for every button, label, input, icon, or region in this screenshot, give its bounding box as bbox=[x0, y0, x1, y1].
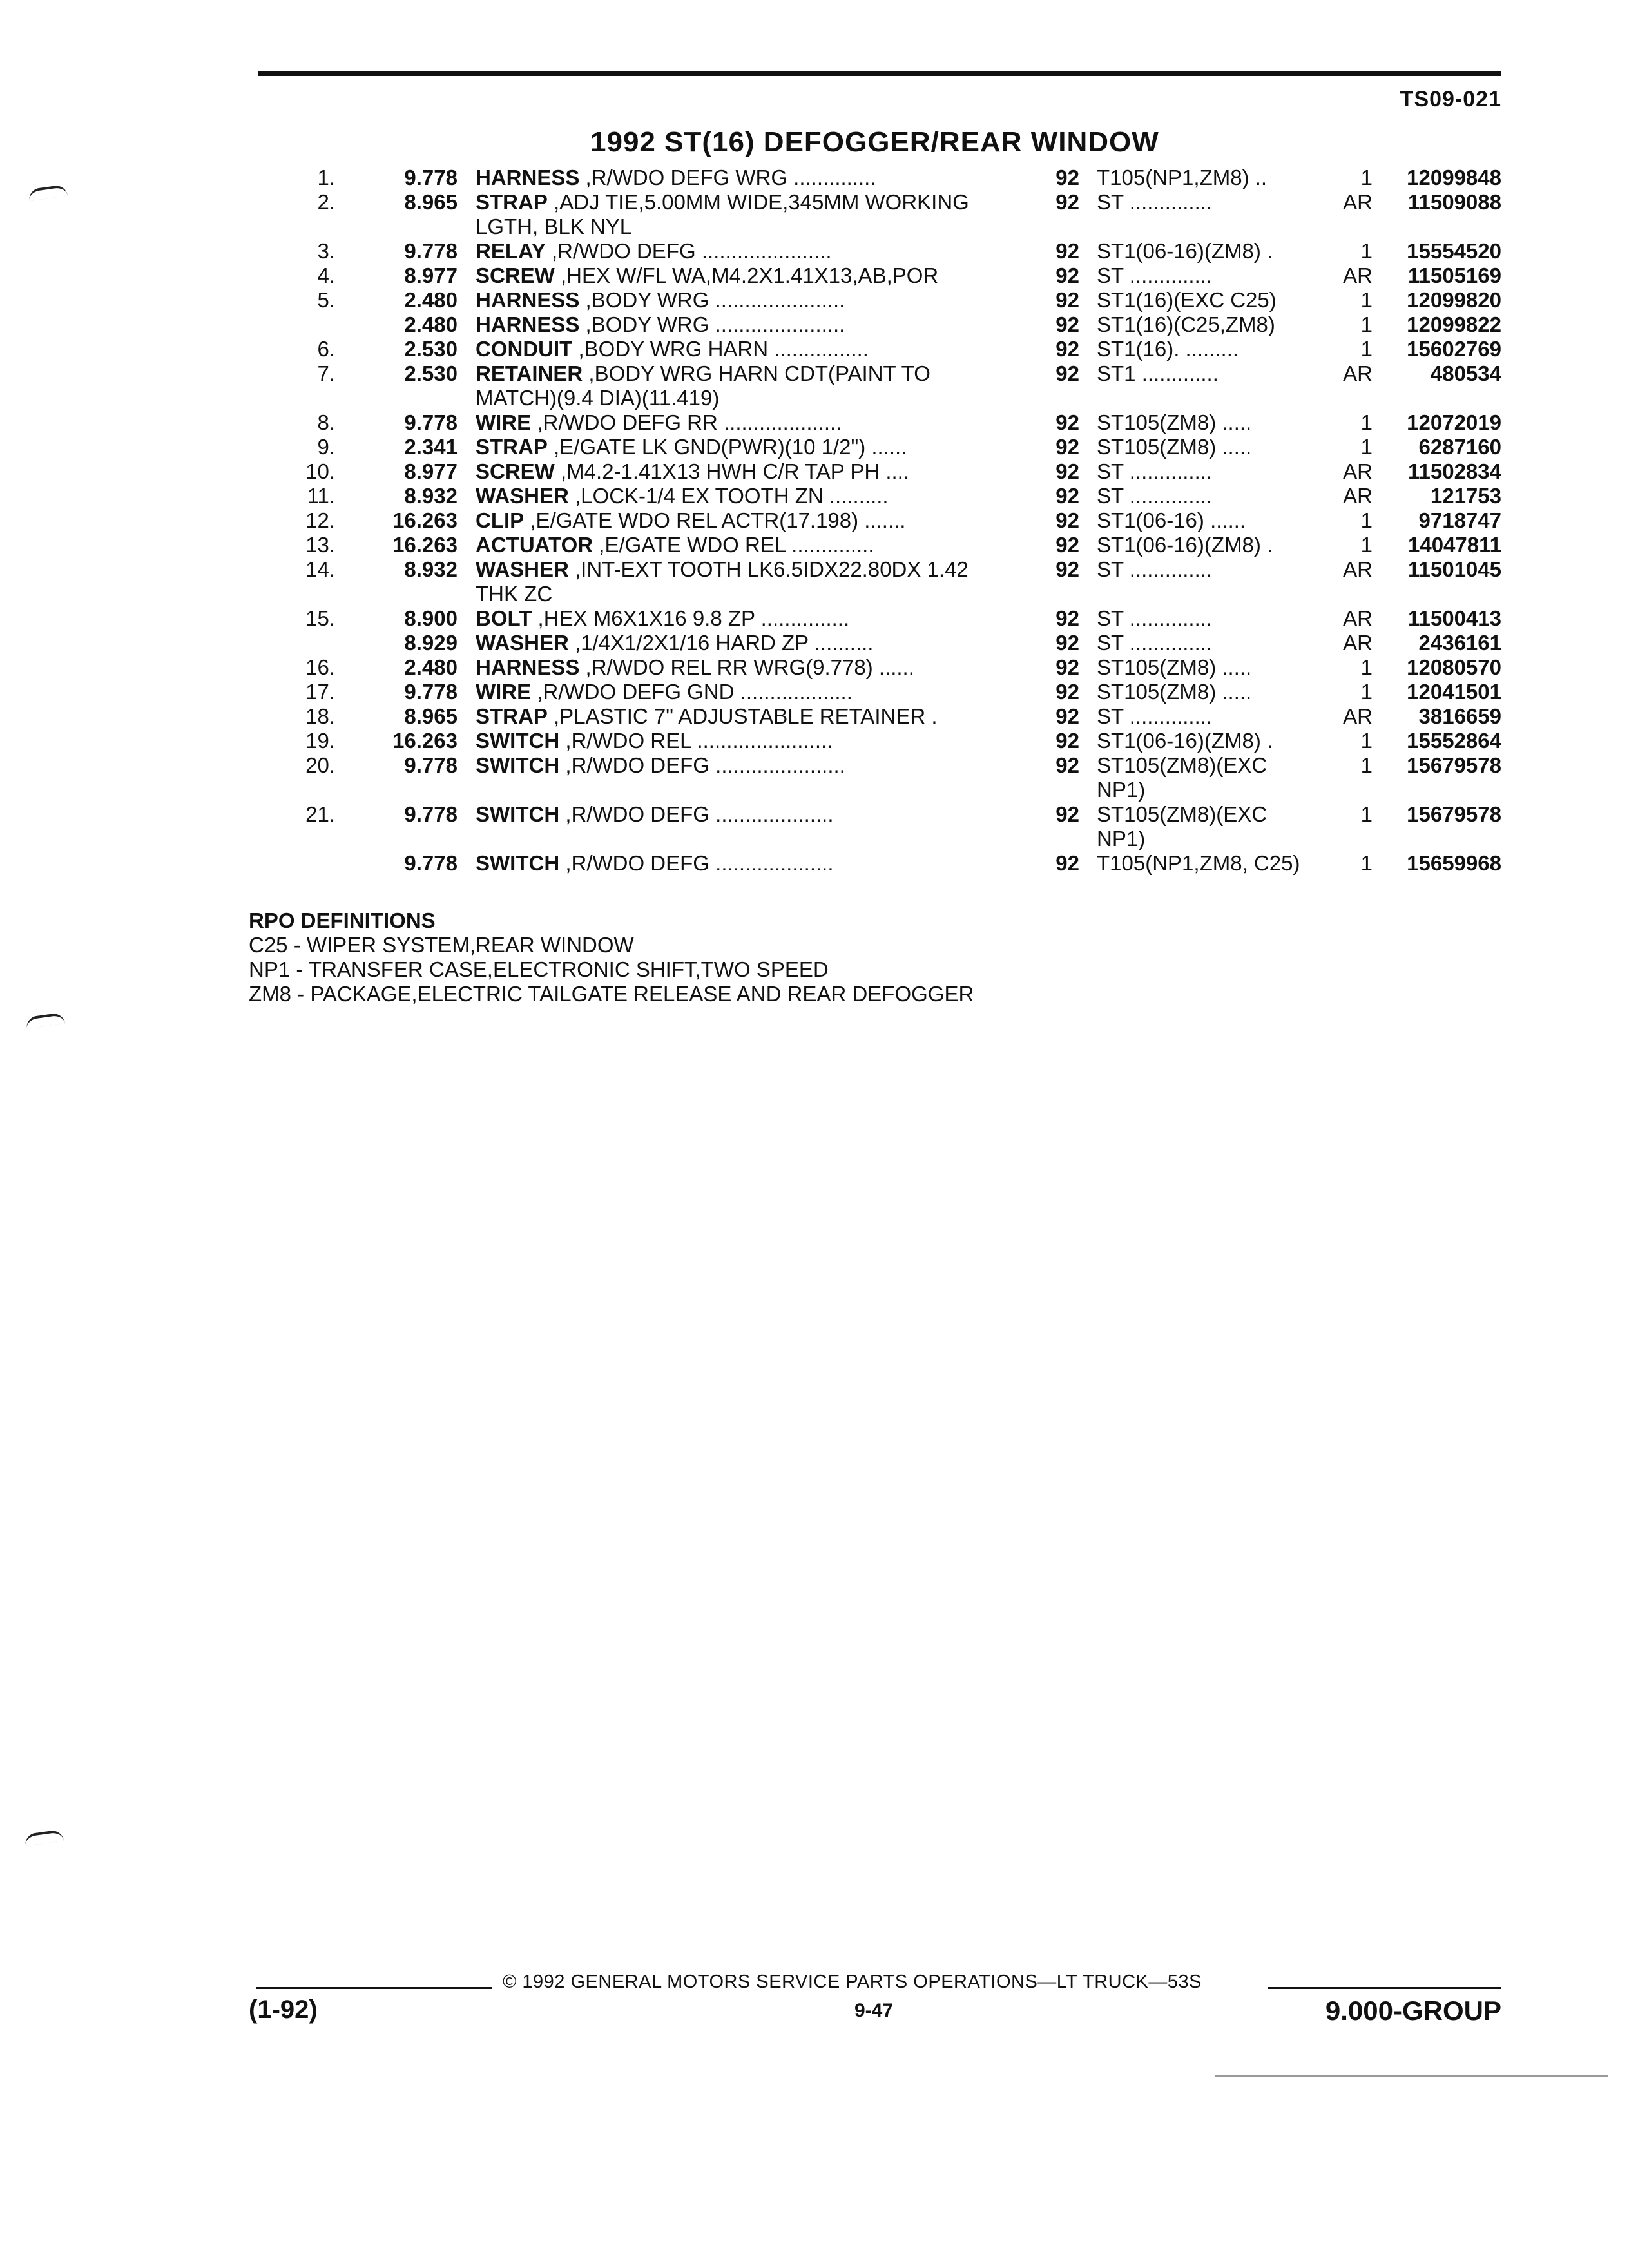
part-detail: ,R/WDO REL RR WRG(9.778) ...... bbox=[579, 655, 914, 679]
part-row bbox=[0, 337, 1629, 361]
part-name: HARNESS bbox=[476, 166, 580, 189]
part-detail: ,R/WDO DEFG GND ................... bbox=[531, 680, 853, 704]
binder-hole-mark bbox=[24, 1829, 64, 1846]
part-name: STRAP bbox=[476, 190, 548, 214]
model-year: 92 bbox=[1055, 729, 1079, 753]
part-name: SWITCH bbox=[476, 729, 560, 753]
usage-code: ST1(16). ......... bbox=[1097, 337, 1239, 361]
usage-code: ST105(ZM8) ..... bbox=[1097, 410, 1252, 434]
part-description bbox=[476, 753, 1004, 778]
part-name: CONDUIT bbox=[476, 337, 573, 361]
group-label: 9.000-GROUP bbox=[1325, 1995, 1501, 2026]
part-row bbox=[0, 655, 1629, 680]
item-number: 20. bbox=[305, 753, 335, 777]
item-number: 15. bbox=[305, 606, 335, 630]
part-detail: ,BODY WRG ...................... bbox=[579, 288, 845, 312]
part-row bbox=[0, 190, 1629, 239]
part-description bbox=[476, 631, 1004, 655]
copyright-notice: © 1992 GENERAL MOTORS SERVICE PARTS OPERATIONS—LT TRUCK—53S bbox=[503, 1972, 1202, 1992]
figure-number: 8.965 bbox=[404, 190, 458, 214]
part-name: WASHER bbox=[476, 484, 569, 508]
figure-number: 2.480 bbox=[404, 288, 458, 312]
quantity: 1 bbox=[1360, 337, 1373, 361]
figure-number: 2.480 bbox=[404, 312, 458, 336]
quantity: 1 bbox=[1360, 802, 1373, 826]
part-detail: ,E/GATE LK GND(PWR)(10 1/2") ...... bbox=[547, 435, 907, 459]
part-detail: ,R/WDO DEFG .................... bbox=[559, 851, 834, 875]
part-detail: ,E/GATE WDO REL .............. bbox=[593, 533, 874, 557]
usage-code: ST .............. bbox=[1097, 704, 1213, 728]
item-number: 11. bbox=[307, 484, 335, 508]
figure-number: 9.778 bbox=[404, 802, 458, 826]
quantity: AR bbox=[1343, 606, 1373, 630]
part-name: SCREW bbox=[476, 459, 555, 483]
model-year: 92 bbox=[1055, 606, 1079, 630]
quantity: 1 bbox=[1360, 410, 1373, 434]
usage-code: ST1(06-16) ...... bbox=[1097, 508, 1246, 532]
quantity: AR bbox=[1343, 459, 1373, 483]
quantity: 1 bbox=[1360, 239, 1373, 263]
usage-code: ST1(16)(C25,ZM8) bbox=[1097, 312, 1275, 336]
part-number: 2436161 bbox=[1418, 631, 1501, 655]
part-number: 12099820 bbox=[1407, 288, 1501, 312]
quantity: 1 bbox=[1360, 288, 1373, 312]
usage-code: T105(NP1,ZM8, C25) bbox=[1097, 851, 1300, 875]
part-row bbox=[0, 508, 1629, 533]
part-description bbox=[476, 655, 1004, 680]
part-description bbox=[476, 337, 1004, 361]
part-number: 11502834 bbox=[1407, 459, 1501, 483]
part-number: 12099822 bbox=[1407, 312, 1501, 336]
figure-number: 9.778 bbox=[404, 410, 458, 434]
parts-list bbox=[0, 166, 1629, 900]
part-number: 15552864 bbox=[1407, 729, 1501, 753]
item-number: 6. bbox=[317, 337, 335, 361]
model-year: 92 bbox=[1055, 435, 1079, 459]
part-name: SWITCH bbox=[476, 802, 560, 826]
bottom-rule bbox=[1215, 2075, 1608, 2077]
part-row bbox=[0, 606, 1629, 631]
part-row bbox=[0, 704, 1629, 729]
part-description bbox=[476, 312, 1004, 337]
part-detail: ,R/WDO REL ....................... bbox=[559, 729, 833, 753]
figure-number: 8.900 bbox=[404, 606, 458, 630]
model-year: 92 bbox=[1055, 410, 1079, 434]
quantity: AR bbox=[1343, 704, 1373, 728]
part-detail: ,R/WDO DEFG WRG .............. bbox=[579, 166, 876, 189]
part-name: HARNESS bbox=[476, 312, 580, 336]
part-description bbox=[476, 190, 1004, 239]
part-row bbox=[0, 631, 1629, 655]
part-detail: ,BODY WRG HARN ................ bbox=[572, 337, 869, 361]
model-year: 92 bbox=[1055, 753, 1079, 777]
figure-number: 2.341 bbox=[404, 435, 458, 459]
part-number: 12080570 bbox=[1407, 655, 1501, 679]
figure-number: 16.263 bbox=[392, 533, 458, 557]
figure-number: 9.778 bbox=[404, 851, 458, 875]
rpo-title: RPO DEFINITIONS bbox=[249, 908, 436, 932]
part-detail: ,HEX M6X1X16 9.8 ZP ............... bbox=[532, 606, 850, 630]
model-year: 92 bbox=[1055, 190, 1079, 214]
usage-code: ST105(ZM8)(EXC NP1) bbox=[1097, 802, 1268, 850]
usage-code: ST105(ZM8) ..... bbox=[1097, 655, 1252, 679]
part-name: WIRE bbox=[476, 680, 532, 704]
part-number: 6287160 bbox=[1418, 435, 1501, 459]
part-row bbox=[0, 851, 1629, 900]
part-name: CLIP bbox=[476, 508, 525, 532]
item-number: 9. bbox=[317, 435, 335, 459]
part-name: HARNESS bbox=[476, 655, 580, 679]
page-title: 1992 ST(16) DEFOGGER/REAR WINDOW bbox=[590, 126, 1159, 158]
usage-code: ST1 ............. bbox=[1097, 361, 1219, 385]
quantity: AR bbox=[1343, 631, 1373, 655]
part-number: 12041501 bbox=[1407, 680, 1501, 704]
part-name: WIRE bbox=[476, 410, 532, 434]
item-number: 18. bbox=[305, 704, 335, 728]
usage-code: ST .............. bbox=[1097, 264, 1213, 287]
usage-code: ST1(06-16)(ZM8) . bbox=[1097, 533, 1273, 557]
usage-code: ST .............. bbox=[1097, 631, 1213, 655]
part-number: 9718747 bbox=[1418, 508, 1501, 532]
figure-number: 16.263 bbox=[392, 508, 458, 532]
part-detail: ,R/WDO DEFG .................... bbox=[559, 802, 834, 826]
part-row bbox=[0, 239, 1629, 264]
model-year: 92 bbox=[1055, 459, 1079, 483]
part-detail: ,BODY WRG ...................... bbox=[579, 312, 845, 336]
figure-number: 2.480 bbox=[404, 655, 458, 679]
part-number: 15554520 bbox=[1407, 239, 1501, 263]
part-detail: ,ADJ TIE,5.00MM WIDE,345MM WORKING LGTH, BLK NYL bbox=[476, 190, 969, 238]
figure-number: 8.932 bbox=[404, 484, 458, 508]
part-row bbox=[0, 288, 1629, 312]
model-year: 92 bbox=[1055, 361, 1079, 385]
figure-number: 2.530 bbox=[404, 337, 458, 361]
part-detail: ,R/WDO DEFG ...................... bbox=[545, 239, 832, 263]
part-description bbox=[476, 680, 1004, 704]
part-detail: ,R/WDO DEFG RR .................... bbox=[531, 410, 842, 434]
quantity: 1 bbox=[1360, 655, 1373, 679]
quantity: 1 bbox=[1360, 729, 1373, 753]
figure-number: 16.263 bbox=[392, 729, 458, 753]
part-row bbox=[0, 484, 1629, 508]
part-row bbox=[0, 557, 1629, 606]
usage-code: ST105(ZM8) ..... bbox=[1097, 680, 1252, 704]
part-description bbox=[476, 802, 1004, 827]
figure-number: 8.929 bbox=[404, 631, 458, 655]
part-number: 15602769 bbox=[1407, 337, 1501, 361]
figure-number: 9.778 bbox=[404, 166, 458, 189]
item-number: 12. bbox=[305, 508, 335, 532]
part-detail: ,R/WDO DEFG ...................... bbox=[559, 753, 845, 777]
part-detail: ,M4.2-1.41X13 HWH C/R TAP PH .... bbox=[554, 459, 910, 483]
figure-number: 9.778 bbox=[404, 239, 458, 263]
part-description bbox=[476, 361, 1004, 410]
model-year: 92 bbox=[1055, 655, 1079, 679]
quantity: AR bbox=[1343, 557, 1373, 581]
model-year: 92 bbox=[1055, 166, 1079, 189]
part-name: BOLT bbox=[476, 606, 532, 630]
item-number: 1. bbox=[317, 166, 335, 189]
quantity: 1 bbox=[1360, 533, 1373, 557]
quantity: 1 bbox=[1360, 753, 1373, 777]
part-detail: ,E/GATE WDO REL ACTR(17.198) ....... bbox=[524, 508, 906, 532]
model-year: 92 bbox=[1055, 851, 1079, 875]
item-number: 8. bbox=[317, 410, 335, 434]
part-row bbox=[0, 729, 1629, 753]
part-number: 14047811 bbox=[1407, 533, 1501, 557]
rpo-definitions bbox=[249, 908, 974, 1006]
part-description bbox=[476, 166, 1004, 190]
rpo-item-c25: C25 - WIPER SYSTEM,REAR WINDOW bbox=[249, 933, 634, 957]
part-number: 15679578 bbox=[1407, 753, 1501, 777]
part-detail: ,INT-EXT TOOTH LK6.5IDX22.80DX 1.42 THK ZC bbox=[476, 557, 969, 606]
date-code: (1-92) bbox=[249, 1995, 318, 2024]
rpo-item-np1: NP1 - TRANSFER CASE,ELECTRONIC SHIFT,TWO SPEED bbox=[249, 957, 829, 981]
part-name: SCREW bbox=[476, 264, 555, 287]
quantity: AR bbox=[1343, 264, 1373, 287]
part-description bbox=[476, 533, 1004, 557]
model-year: 92 bbox=[1055, 680, 1079, 704]
quantity: 1 bbox=[1360, 166, 1373, 189]
model-year: 92 bbox=[1055, 557, 1079, 581]
part-description bbox=[476, 435, 1004, 459]
usage-code: ST105(ZM8) ..... bbox=[1097, 435, 1252, 459]
part-row bbox=[0, 435, 1629, 459]
part-description bbox=[476, 264, 1004, 288]
footer-rule-right bbox=[1268, 1987, 1501, 1989]
quantity: AR bbox=[1343, 484, 1373, 508]
item-number: 17. bbox=[305, 680, 335, 704]
usage-code: ST .............. bbox=[1097, 484, 1213, 508]
model-year: 92 bbox=[1055, 337, 1079, 361]
item-number: 19. bbox=[305, 729, 335, 753]
part-detail: ,1/4X1/2X1/16 HARD ZP .......... bbox=[568, 631, 874, 655]
item-number: 7. bbox=[317, 361, 335, 385]
part-row bbox=[0, 802, 1629, 851]
figure-number: 9.778 bbox=[404, 680, 458, 704]
part-description bbox=[476, 557, 1004, 606]
footer-rule-left bbox=[256, 1987, 492, 1989]
part-name: SWITCH bbox=[476, 753, 560, 777]
figure-number: 2.530 bbox=[404, 361, 458, 385]
usage-code: T105(NP1,ZM8) .. bbox=[1097, 166, 1268, 189]
model-year: 92 bbox=[1055, 508, 1079, 532]
part-detail: ,HEX W/FL WA,M4.2X1.41X13,AB,POR bbox=[554, 264, 939, 287]
part-description bbox=[476, 704, 1004, 729]
usage-code: ST1(06-16)(ZM8) . bbox=[1097, 729, 1273, 753]
usage-code: ST .............. bbox=[1097, 459, 1213, 483]
part-row bbox=[0, 410, 1629, 435]
model-year: 92 bbox=[1055, 533, 1079, 557]
model-year: 92 bbox=[1055, 239, 1079, 263]
part-number: 11509088 bbox=[1407, 190, 1501, 214]
item-number: 2. bbox=[317, 190, 335, 214]
part-number: 12099848 bbox=[1407, 166, 1501, 189]
model-year: 92 bbox=[1055, 631, 1079, 655]
quantity: AR bbox=[1343, 190, 1373, 214]
part-row bbox=[0, 459, 1629, 484]
quantity: 1 bbox=[1360, 680, 1373, 704]
quantity: 1 bbox=[1360, 508, 1373, 532]
part-description bbox=[476, 410, 1004, 435]
figure-number: 8.932 bbox=[404, 557, 458, 581]
quantity: 1 bbox=[1360, 435, 1373, 459]
part-name: RELAY bbox=[476, 239, 546, 263]
item-number: 16. bbox=[305, 655, 335, 679]
part-name: STRAP bbox=[476, 435, 548, 459]
part-detail: ,PLASTIC 7" ADJUSTABLE RETAINER . bbox=[547, 704, 938, 728]
part-name: ACTUATOR bbox=[476, 533, 593, 557]
part-number: 480534 bbox=[1430, 361, 1501, 385]
figure-number: 8.965 bbox=[404, 704, 458, 728]
quantity: 1 bbox=[1360, 312, 1373, 336]
part-number: 15659968 bbox=[1407, 851, 1501, 875]
part-row bbox=[0, 680, 1629, 704]
part-number: 3816659 bbox=[1418, 704, 1501, 728]
rpo-item-zm8: ZM8 - PACKAGE,ELECTRIC TAILGATE RELEASE AND REAR DEFOGGER bbox=[249, 982, 974, 1006]
part-description bbox=[476, 729, 1004, 753]
part-description bbox=[476, 239, 1004, 264]
figure-number: 8.977 bbox=[404, 264, 458, 287]
part-description bbox=[476, 459, 1004, 484]
part-name: WASHER bbox=[476, 557, 569, 581]
part-detail: ,LOCK-1/4 EX TOOTH ZN .......... bbox=[568, 484, 889, 508]
quantity: 1 bbox=[1360, 851, 1373, 875]
item-number: 21. bbox=[305, 802, 335, 826]
part-row bbox=[0, 312, 1629, 337]
part-number: 121753 bbox=[1430, 484, 1501, 508]
part-name: SWITCH bbox=[476, 851, 560, 875]
document-code: TS09-021 bbox=[1400, 87, 1501, 111]
part-description bbox=[476, 508, 1004, 533]
model-year: 92 bbox=[1055, 802, 1079, 826]
figure-number: 9.778 bbox=[404, 753, 458, 777]
item-number: 5. bbox=[317, 288, 335, 312]
part-row bbox=[0, 361, 1629, 410]
top-rule bbox=[258, 71, 1501, 76]
part-description bbox=[476, 606, 1004, 631]
item-number: 10. bbox=[305, 459, 335, 483]
part-description bbox=[476, 288, 1004, 312]
model-year: 92 bbox=[1055, 264, 1079, 287]
item-number: 4. bbox=[317, 264, 335, 287]
part-description bbox=[476, 484, 1004, 508]
usage-code: ST105(ZM8)(EXC NP1) bbox=[1097, 753, 1268, 802]
model-year: 92 bbox=[1055, 704, 1079, 728]
part-detail: ,BODY WRG HARN CDT(PAINT TO MATCH)(9.4 DIA)(11.419) bbox=[476, 361, 930, 410]
page-number: 9-47 bbox=[854, 2000, 894, 2021]
model-year: 92 bbox=[1055, 484, 1079, 508]
part-number: 12072019 bbox=[1407, 410, 1501, 434]
part-number: 15679578 bbox=[1407, 802, 1501, 826]
usage-code: ST .............. bbox=[1097, 557, 1213, 581]
usage-code: ST1(06-16)(ZM8) . bbox=[1097, 239, 1273, 263]
part-name: RETAINER bbox=[476, 361, 583, 385]
part-number: 11505169 bbox=[1407, 264, 1501, 287]
part-name: STRAP bbox=[476, 704, 548, 728]
usage-code: ST .............. bbox=[1097, 606, 1213, 630]
item-number: 14. bbox=[305, 557, 335, 581]
figure-number: 8.977 bbox=[404, 459, 458, 483]
part-number: 11501045 bbox=[1407, 557, 1501, 581]
part-name: WASHER bbox=[476, 631, 569, 655]
part-number: 11500413 bbox=[1407, 606, 1501, 630]
model-year: 92 bbox=[1055, 288, 1079, 312]
item-number: 13. bbox=[305, 533, 335, 557]
item-number: 3. bbox=[317, 239, 335, 263]
part-name: HARNESS bbox=[476, 288, 580, 312]
usage-code: ST .............. bbox=[1097, 190, 1213, 214]
part-row bbox=[0, 264, 1629, 288]
binder-hole-mark bbox=[25, 1012, 65, 1029]
part-row bbox=[0, 753, 1629, 802]
part-row bbox=[0, 533, 1629, 557]
part-row bbox=[0, 166, 1629, 190]
usage-code: ST1(16)(EXC C25) bbox=[1097, 288, 1277, 312]
model-year: 92 bbox=[1055, 312, 1079, 336]
part-description bbox=[476, 851, 1004, 876]
quantity: AR bbox=[1343, 361, 1373, 385]
